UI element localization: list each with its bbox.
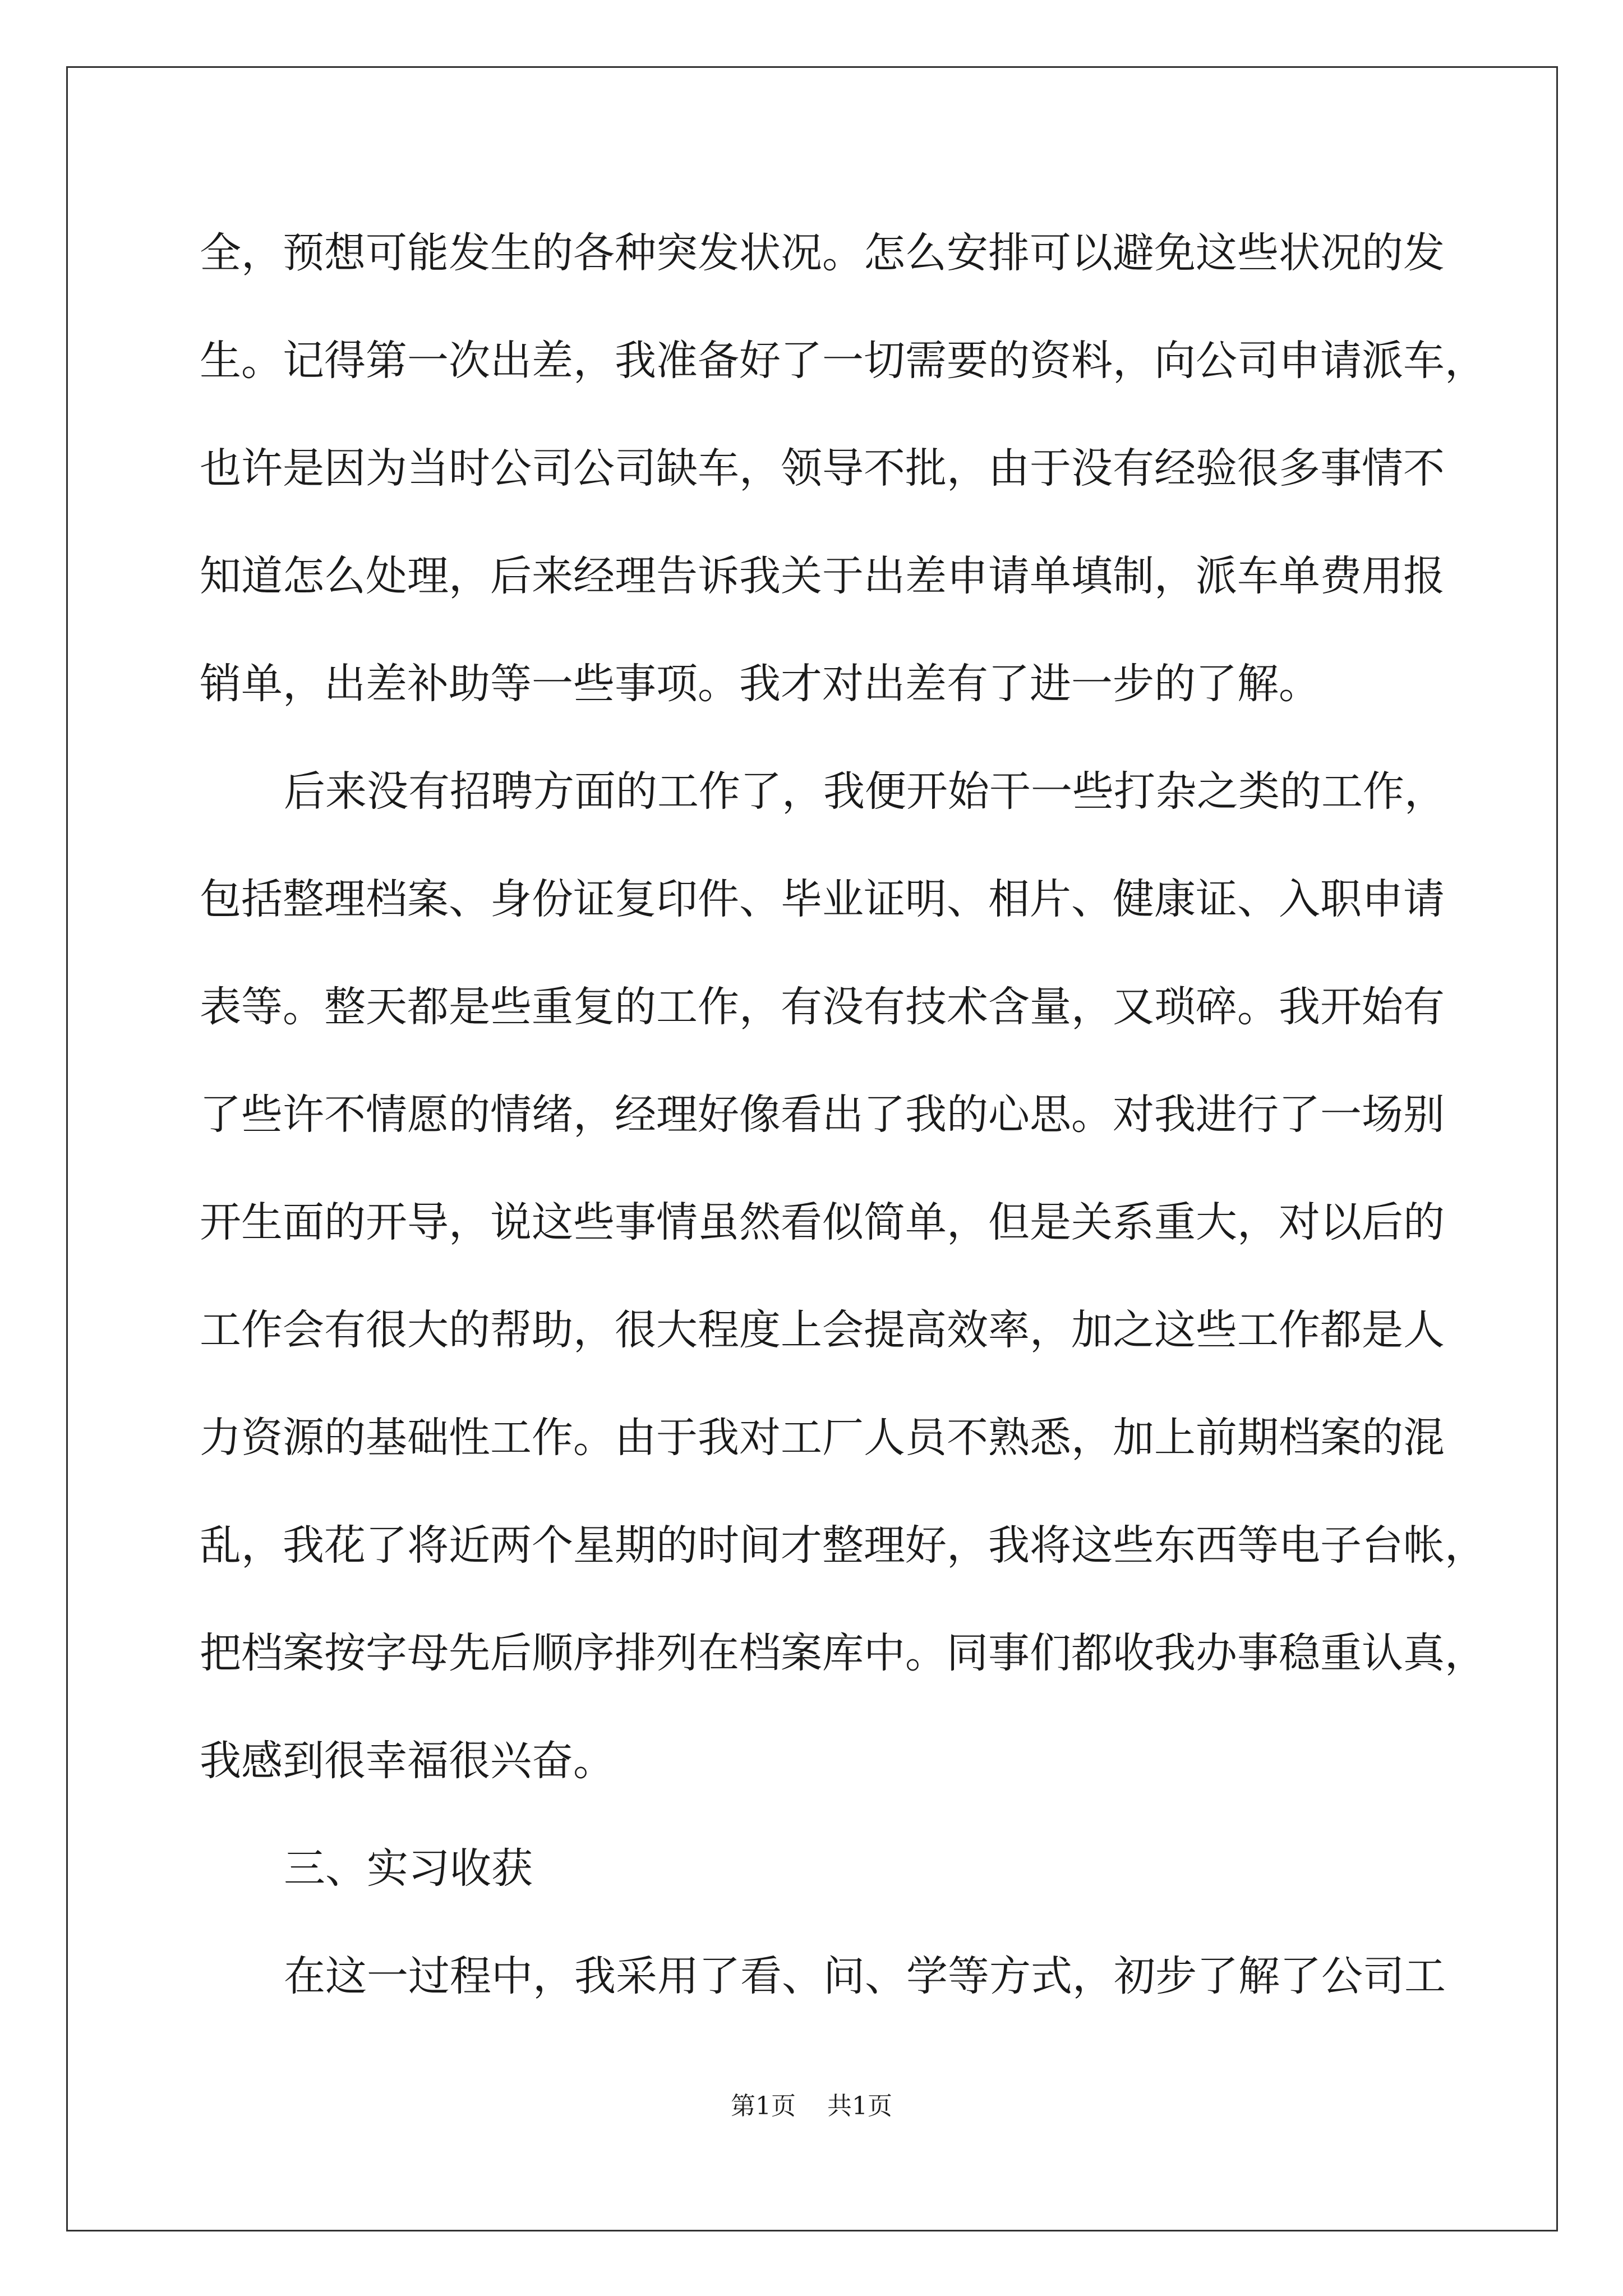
text-line: 知道怎么处理，后来经理告诉我关于出差申请单填制，派车单费用报 — [200, 552, 1445, 600]
paragraph-start-line: 在这一过程中，我采用了看、问、学等方式，初步了解了公司工 — [284, 1952, 1446, 2000]
text-line: 开生面的开导，说这些事情虽然看似简单，但是关系重大，对以后的 — [200, 1198, 1445, 1246]
text-line: 了些许不情愿的情绪，经理好像看出了我的心思。对我进行了一场别 — [200, 1091, 1445, 1139]
page-footer — [0, 2090, 1623, 2123]
text-line: 工作会有很大的帮助，很大程度上会提高效率，加之这些工作都是人 — [200, 1306, 1445, 1354]
page-total: 共1页 — [827, 2092, 892, 2120]
text-line: 力资源的基础性工作。由于我对工厂人员不熟悉，加上前期档案的混 — [200, 1414, 1445, 1462]
page-number: 第1页 — [731, 2092, 796, 2120]
text-line: 也许是因为当时公司公司缺车，领导不批，由于没有经验很多事情不 — [200, 444, 1445, 493]
document-body — [200, 199, 1486, 2030]
text-line: 销单，出差补助等一些事项。我才对出差有了进一步的了解。 — [200, 660, 1320, 708]
text-line: 表等。整天都是些重复的工作，有没有技术含量，又琐碎。我开始有 — [200, 983, 1445, 1031]
text-line: 我感到很幸福很兴奋。 — [200, 1737, 615, 1785]
text-line: 乱，我花了将近两个星期的时间才整理好，我将这些东西等电子台帐， — [200, 1521, 1486, 1570]
text-line: 生。记得第一次出差，我准备好了一切需要的资料，向公司申请派车， — [200, 337, 1486, 385]
text-line: 包括整理档案、身份证复印件、毕业证明、相片、健康证、入职申请 — [200, 875, 1445, 923]
text-line: 全，预想可能发生的各种突发状况。怎么安排可以避免这些状况的发 — [200, 229, 1445, 277]
section-heading: 三、实习收获 — [284, 1844, 533, 1893]
text-line: 把档案按字母先后顺序排列在档案库中。同事们都收我办事稳重认真， — [200, 1629, 1486, 1677]
paragraph-start-line: 后来没有招聘方面的工作了，我便开始干一些打杂之类的工作， — [284, 767, 1446, 816]
